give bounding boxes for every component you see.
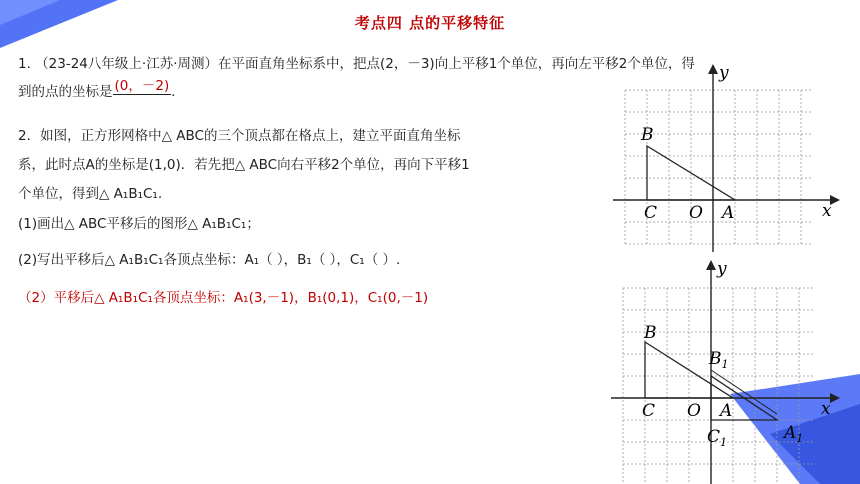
label-a1: $A_1$ xyxy=(784,423,804,445)
label-y: y xyxy=(719,63,729,83)
question-1-prefix: 到的点的坐标是 xyxy=(18,84,113,100)
y-axis-arrow xyxy=(708,64,718,74)
question-2-part-1: (1)画出△ ABC平移后的图形△ A₁B₁C₁； xyxy=(18,216,260,232)
question-2-line-1: 2．如图，正方形网格中△ ABC的三个顶点都在格点上，建立平面直角坐标 xyxy=(18,128,461,144)
question-1-suffix: . xyxy=(171,84,176,100)
coordinate-grid-translated xyxy=(608,258,840,484)
question-2-answer: （2）平移后△ A₁B₁C₁各顶点坐标：A₁(3,－1)，B₁(0,1)，C₁(0,－1) xyxy=(18,290,429,306)
label-c: C xyxy=(642,401,656,421)
page-title: 考点四 点的平移特征 xyxy=(354,14,506,32)
label-b1: $B_1$ xyxy=(709,349,729,371)
y-axis-arrow xyxy=(706,260,716,270)
question-1-line-1: 1. （23-24八年级上·江苏·周测）在平面直角坐标系中，把点(2，－3)向上平移1个单位，再向左平移2个单位，得 xyxy=(18,56,695,72)
label-b: B xyxy=(641,125,654,145)
label-b: B xyxy=(644,323,657,343)
label-o: O xyxy=(689,203,703,223)
label-c: C xyxy=(644,203,658,223)
label-c1: $C_1$ xyxy=(707,427,728,449)
coordinate-grid-original xyxy=(608,62,840,252)
label-y: y xyxy=(717,259,727,279)
label-a: A xyxy=(722,203,735,223)
question-1-line-2 xyxy=(18,80,176,101)
question-2-line-2: 系，此时点A的坐标是(1,0)．若先把△ ABC向右平移2个单位，再向下平移1 xyxy=(18,157,470,173)
x-axis-arrow xyxy=(830,393,840,403)
grid-lines xyxy=(623,288,813,484)
label-o: O xyxy=(687,401,701,421)
label-a: A xyxy=(720,401,733,421)
label-x: x xyxy=(821,399,831,419)
label-x: x xyxy=(822,201,832,221)
question-2-line-3: 个单位，得到△ A₁B₁C₁. xyxy=(18,186,163,202)
question-2-part-2: (2)写出平移后△ A₁B₁C₁各顶点坐标：A₁（ ），B₁（ ），C₁（ ）. xyxy=(18,252,401,268)
question-1-answer: (0，－2) xyxy=(113,74,172,95)
